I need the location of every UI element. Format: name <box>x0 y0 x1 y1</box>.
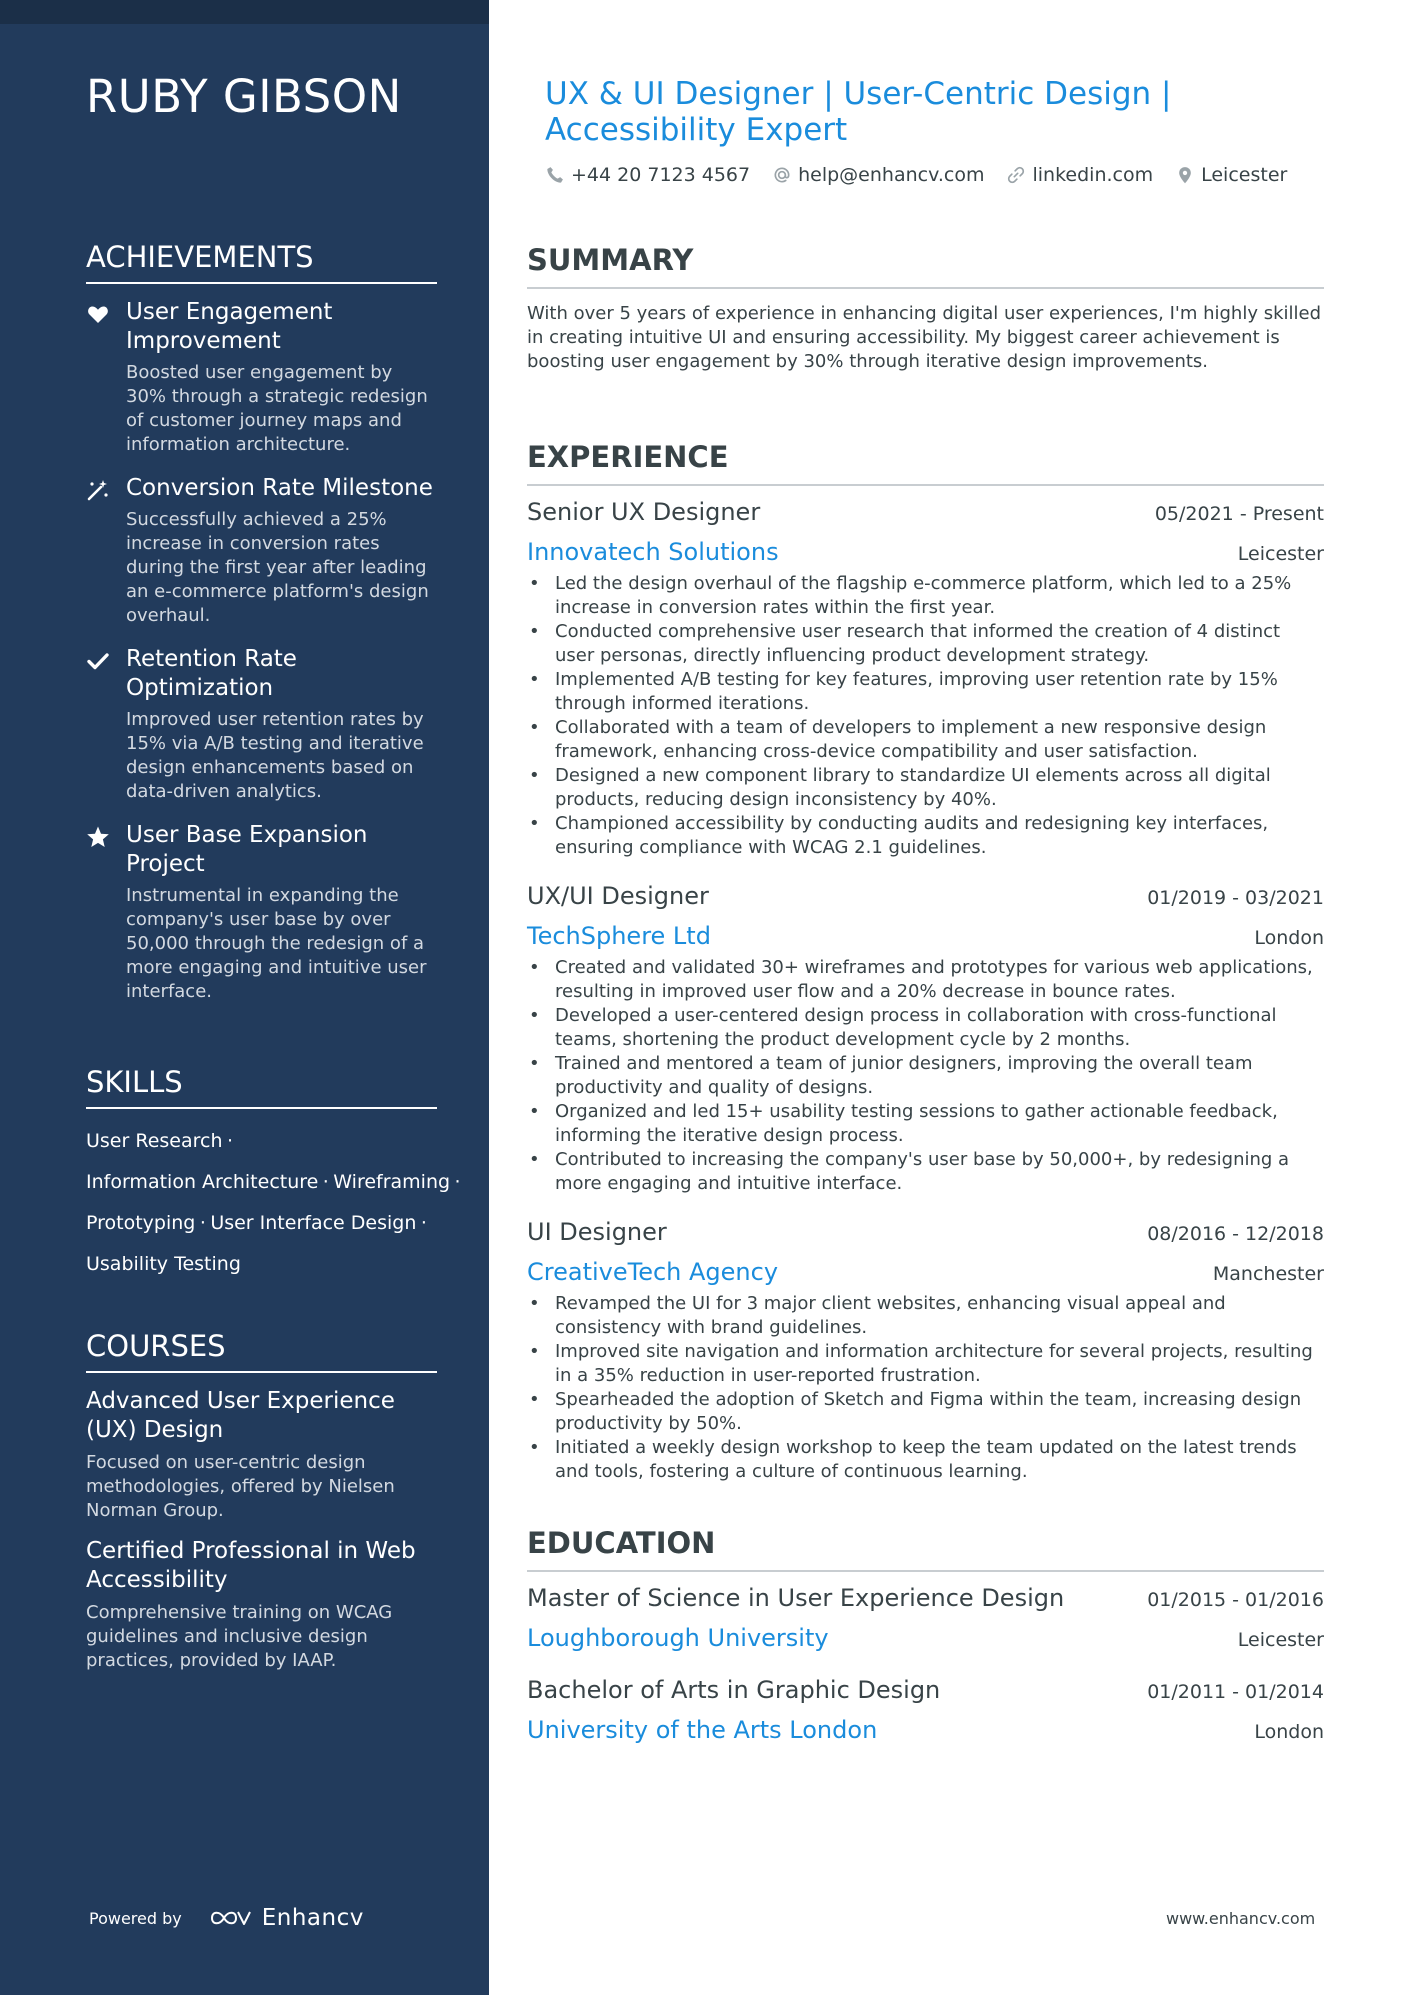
candidate-name: RUBY GIBSON <box>86 70 402 123</box>
achievement-description: Successfully achieved a 25% increase in conversion rates during the first year after leading an e-commerce platform's design overhaul. <box>126 509 429 626</box>
skill-item: Prototyping <box>86 1212 196 1234</box>
job-dates: 05/2021 - Present <box>1154 503 1324 525</box>
job-company[interactable]: TechSphere Ltd <box>527 922 711 950</box>
sidebar <box>0 0 489 1995</box>
summary-text: With over 5 years of experience in enhancing digital user experiences, I'm highly skilled in creating intuitive UI and ensuring accessibility. My biggest career achievement is boosting user engagement by 30% through iterative design improvements. <box>527 303 1322 372</box>
achievement-item <box>86 645 437 804</box>
phone-icon <box>545 165 565 185</box>
contact-phone[interactable] <box>545 164 750 186</box>
skill-separator: · <box>322 1171 329 1193</box>
job-company[interactable]: Innovatech Solutions <box>527 538 779 566</box>
job-location: Manchester <box>1212 1263 1324 1285</box>
achievement-title: User Base Expansion Project <box>126 822 368 877</box>
job-bullet: • Led the design overhaul of the flagship e-commerce platform, which led to a 25% increase in conversion rates within the first year. <box>527 572 1324 620</box>
courses-section <box>86 1329 437 1683</box>
job-location: London <box>1254 927 1324 949</box>
achievement-title: Retention Rate Optimization <box>126 646 297 701</box>
job-bullet: • Improved site navigation and information architecture for several projects, resulting in a 35% reduction in user-reported frustration. <box>527 1340 1324 1388</box>
course-item <box>86 1387 437 1523</box>
job-location: Leicester <box>1237 543 1324 565</box>
skills-list <box>86 1121 461 1285</box>
education-title: EDUCATION <box>527 1526 1324 1572</box>
education-dates: 01/2011 - 01/2014 <box>1147 1681 1324 1703</box>
skills-section <box>86 1065 461 1285</box>
job-entry <box>527 498 1324 860</box>
location-pin-icon <box>1175 165 1195 185</box>
enhancv-logo-icon <box>208 1906 254 1930</box>
achievement-description: Instrumental in expanding the company's user base by over 50,000 through the redesign of a more engaging and intuitive user interface. <box>126 885 427 1002</box>
experience-title: EXPERIENCE <box>527 440 1324 486</box>
contact-location <box>1175 164 1287 186</box>
achievement-item <box>86 474 437 628</box>
job-bullet: • Implemented A/B testing for key features, improving user retention rate by 15% through informed iterations. <box>527 668 1324 716</box>
skill-separator: · <box>454 1171 461 1193</box>
education-location: Leicester <box>1237 1629 1324 1651</box>
skills-title: SKILLS <box>86 1065 437 1109</box>
education-location: London <box>1254 1721 1324 1743</box>
job-bullet: • Initiated a weekly design workshop to keep the team updated on the latest trends and tools, fostering a culture of continuous learning. <box>527 1436 1324 1484</box>
at-icon <box>772 165 792 185</box>
course-description: Comprehensive training on WCAG guidelines and inclusive design practices, provided by IAAP. <box>86 1602 393 1671</box>
achievement-title: User Engagement Improvement <box>126 299 333 354</box>
job-title: UI Designer <box>527 1218 667 1246</box>
job-bullet: • Created and validated 30+ wireframes and prototypes for various web applications, resulting in improved user flow and a 20% decrease in bounce rates. <box>527 956 1324 1004</box>
skill-item: Wireframing <box>333 1171 451 1193</box>
achievement-description: Boosted user engagement by 30% through a strategic redesign of customer journey maps and information architecture. <box>126 362 428 455</box>
job-bullet: • Designed a new component library to standardize UI elements across all digital products, reducing design inconsistency by 40%. <box>527 764 1324 812</box>
job-dates: 08/2016 - 12/2018 <box>1147 1223 1324 1245</box>
email-text: help@enhancv.com <box>798 164 985 186</box>
job-bullet: • Developed a user-centered design process in collaboration with cross-functional teams, shortening the product development cycle by 2 months. <box>527 1004 1324 1052</box>
education-entry <box>527 1676 1324 1744</box>
enhancv-brand: Enhancv <box>261 1905 364 1931</box>
job-bullet: • Championed accessibility by conducting audits and redesigning key interfaces, ensuring compliance with WCAG 2.1 guidelines. <box>527 812 1324 860</box>
link-icon <box>1006 165 1026 185</box>
job-company[interactable]: CreativeTech Agency <box>527 1258 779 1286</box>
contact-linkedin[interactable] <box>1006 164 1153 186</box>
degree: Bachelor of Arts in Graphic Design <box>527 1676 941 1704</box>
powered-by <box>89 1905 364 1931</box>
skill-separator: · <box>420 1212 427 1234</box>
job-entry <box>527 882 1324 1196</box>
linkedin-text: linkedin.com <box>1032 164 1154 186</box>
achievement-title: Conversion Rate Milestone <box>126 475 433 501</box>
phone-text: +44 20 7123 4567 <box>571 164 751 186</box>
powered-by-label: Powered by <box>89 1908 182 1928</box>
course-description: Focused on user-centric design methodologies, offered by Nielsen Norman Group. <box>86 1452 395 1521</box>
achievements-section <box>86 240 437 1021</box>
contact-bar <box>545 164 1309 186</box>
course-item <box>86 1537 437 1673</box>
education-entry <box>527 1584 1324 1652</box>
achievement-item <box>86 298 437 457</box>
job-bullet: • Conducted comprehensive user research that informed the creation of 4 distinct user personas, directly influencing product development strategy. <box>527 620 1324 668</box>
job-dates: 01/2019 - 03/2021 <box>1147 887 1324 909</box>
school[interactable]: University of the Arts London <box>527 1716 878 1744</box>
headline: UX & UI Designer | User-Centric Design | Accessibility Expert <box>545 76 1172 148</box>
checkmark-icon <box>86 649 110 673</box>
degree: Master of Science in User Experience Design <box>527 1584 1065 1612</box>
education-dates: 01/2015 - 01/2016 <box>1147 1589 1324 1611</box>
job-bullet: • Trained and mentored a team of junior designers, improving the overall team productivity and quality of designs. <box>527 1052 1324 1100</box>
footer-url[interactable]: www.enhancv.com <box>1166 1909 1316 1928</box>
school[interactable]: Loughborough University <box>527 1624 829 1652</box>
job-bullet: • Organized and led 15+ usability testing sessions to gather actionable feedback, informing the iterative design process. <box>527 1100 1324 1148</box>
sidebar-top-bar <box>0 0 489 24</box>
job-title: Senior UX Designer <box>527 498 761 526</box>
job-entry <box>527 1218 1324 1484</box>
achievements-title: ACHIEVEMENTS <box>86 240 437 284</box>
skill-separator: · <box>226 1130 233 1152</box>
skill-item: Information Architecture <box>86 1171 319 1193</box>
skill-item: User Research <box>86 1130 223 1152</box>
job-title: UX/UI Designer <box>527 882 709 910</box>
achievement-description: Improved user retention rates by 15% via A/B testing and iterative design enhancements based on data-driven analytics. <box>126 709 424 802</box>
heart-icon <box>86 302 110 326</box>
skill-separator: · <box>199 1212 206 1234</box>
job-bullet: • Contributed to increasing the company's user base by 50,000+, by redesigning a more engaging and intuitive interface. <box>527 1148 1324 1196</box>
achievement-item <box>86 821 437 1004</box>
magic-wand-icon <box>86 478 110 502</box>
contact-email[interactable] <box>772 164 984 186</box>
enhancv-logo[interactable] <box>208 1905 364 1931</box>
location-text: Leicester <box>1201 164 1288 186</box>
course-title: Advanced User Experience (UX) Design <box>86 1388 395 1443</box>
skill-item: Usability Testing <box>86 1253 241 1275</box>
skill-item: User Interface Design <box>210 1212 417 1234</box>
course-title: Certified Professional in Web Accessibility <box>86 1538 416 1593</box>
job-bullet: • Collaborated with a team of developers to implement a new responsive design framework, enhancing cross-device compatibility and user satisfaction. <box>527 716 1324 764</box>
star-icon <box>86 825 110 849</box>
job-bullet: • Revamped the UI for 3 major client websites, enhancing visual appeal and consistency with brand guidelines. <box>527 1292 1324 1340</box>
summary-title: SUMMARY <box>527 243 1324 289</box>
job-bullet: • Spearheaded the adoption of Sketch and Figma within the team, increasing design productivity by 50%. <box>527 1388 1324 1436</box>
courses-title: COURSES <box>86 1329 437 1373</box>
